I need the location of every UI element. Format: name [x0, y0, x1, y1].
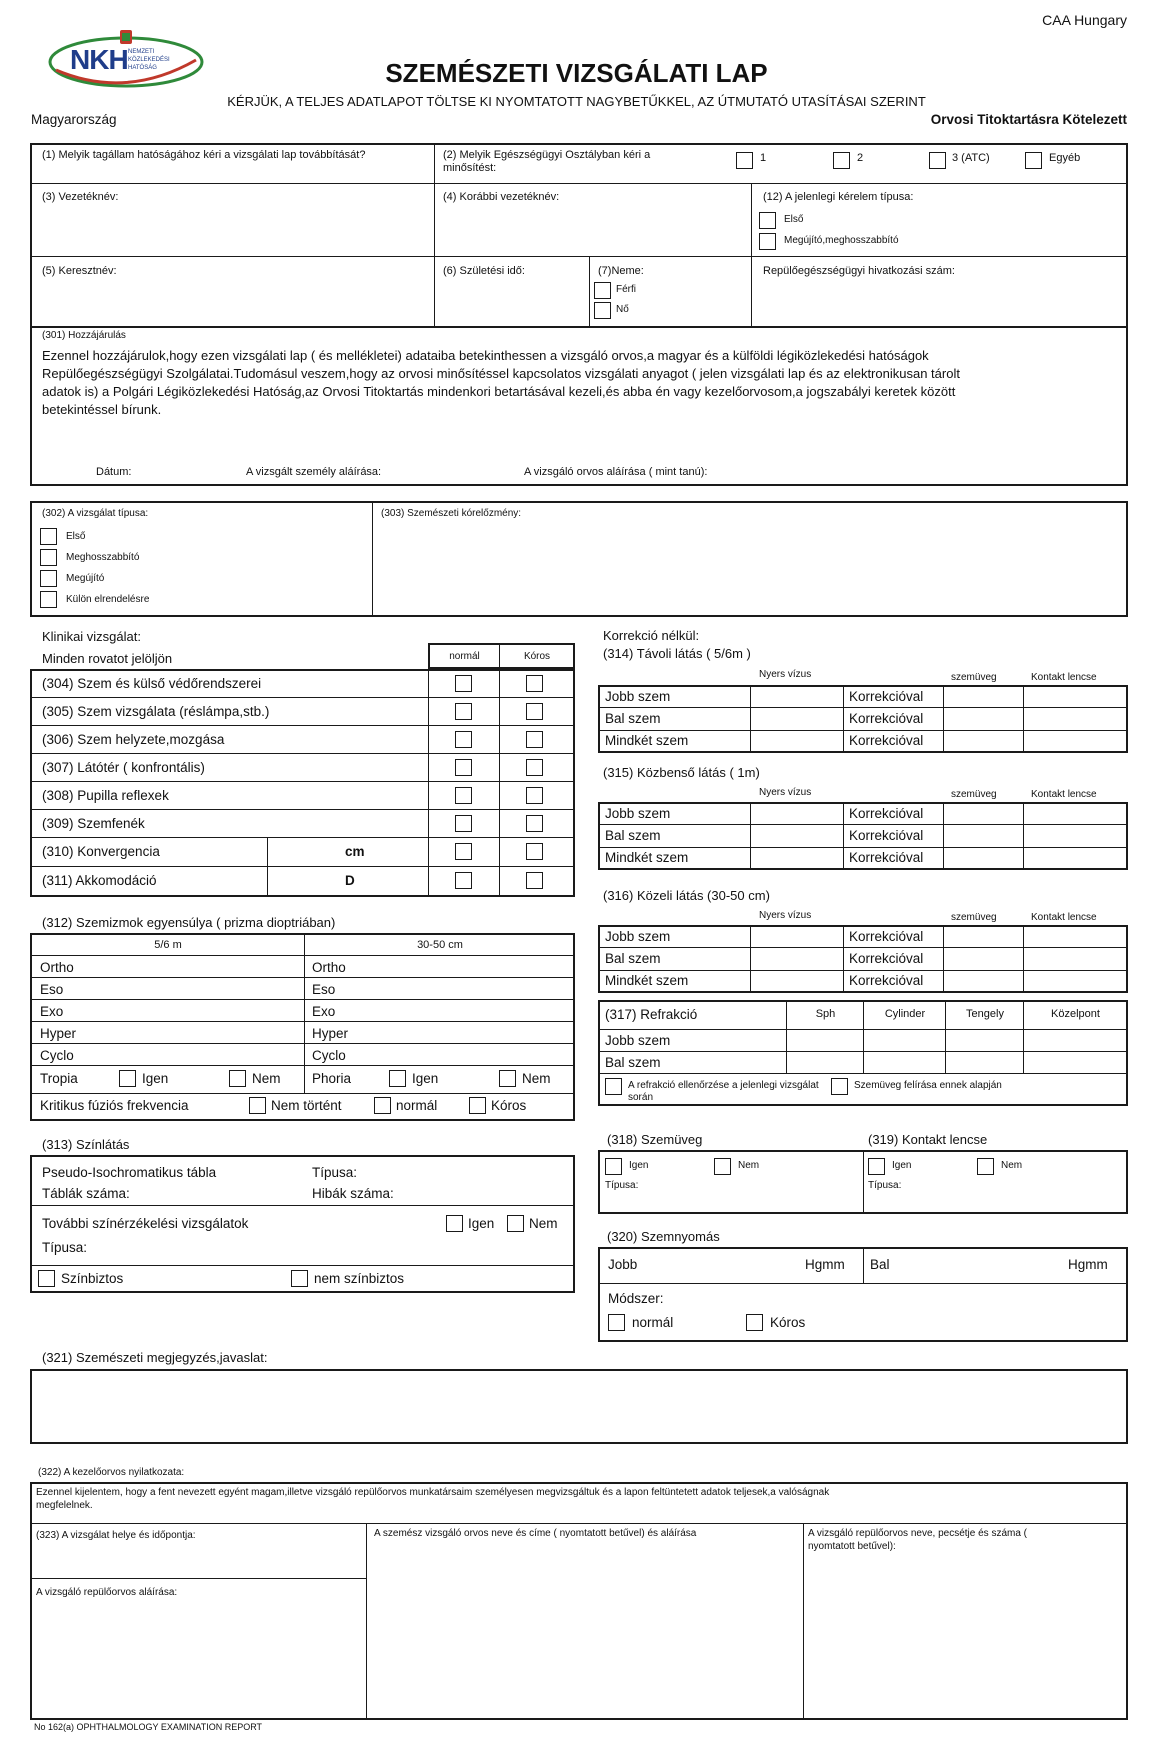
caa-label: CAA Hungary	[1042, 12, 1127, 28]
clinical-305-abnormal-checkbox[interactable]	[526, 703, 543, 720]
balance-hyper-near: Hyper	[312, 1026, 349, 1041]
contact-yes-label: Igen	[892, 1160, 912, 1171]
glasses-yes-label: Igen	[629, 1160, 649, 1171]
distance-vision-title: (314) Távoli látás ( 5/6m )	[603, 646, 751, 661]
surname-label: (3) Vezetéknév:	[42, 191, 119, 203]
birth-date-label: (6) Születési idő:	[443, 265, 525, 277]
pressure-right-unit: Hgmm	[805, 1257, 845, 1272]
near-left-eye-label: Bal szem	[605, 951, 661, 966]
fusion-not-done-checkbox[interactable]	[249, 1097, 266, 1114]
page-subtitle: KÉRJÜK, A TELJES ADATLAPOT TÖLTSE KI NYOMTATOTT NAGYBETŰKKEL, AZ ÚTMUTATÓ UTASÍTÁSAI SZERINT	[227, 94, 926, 109]
confidential-label: Orvosi Titoktartásra Kötelezett	[930, 112, 1127, 127]
clinical-row-307: (307) Látótér ( konfrontális)	[42, 760, 205, 775]
clinical-308-abnormal-checkbox[interactable]	[526, 787, 543, 804]
phoria-yes-checkbox[interactable]	[389, 1070, 406, 1087]
consent-date-label: Dátum:	[96, 466, 132, 478]
clinical-row-308: (308) Pupilla reflexek	[42, 788, 169, 803]
far-corrected-label-3: Korrekcióval	[849, 733, 924, 748]
sex-label: (7)Neme:	[598, 265, 644, 277]
phoria-yes-label: Igen	[412, 1071, 439, 1086]
color-vision-title: (313) Színlátás	[42, 1137, 130, 1152]
plate-count-label: Táblák száma:	[42, 1186, 130, 1201]
clinical-307-abnormal-checkbox[interactable]	[526, 759, 543, 776]
witness-signature-label: A vizsgáló orvos aláírása ( mint tanú):	[524, 466, 708, 478]
class2-label: 2	[857, 152, 864, 164]
clinical-instruction: Minden rovatot jelöljön	[42, 651, 173, 666]
declaration-block	[30, 1482, 1128, 1720]
balance-near-header: 30-50 cm	[417, 939, 463, 951]
fusion-normal-checkbox[interactable]	[374, 1097, 391, 1114]
refraction-check-label: A refrakció ellenőrzése a jelenlegi vizsgálat során	[628, 1080, 819, 1103]
fusion-abnormal-checkbox[interactable]	[469, 1097, 486, 1114]
clinical-row-305: (305) Szem vizsgálata (réslámpa,stb.)	[42, 704, 270, 719]
mid-corrected-label-2: Korrekcióval	[849, 828, 924, 843]
exam-renewal-checkbox[interactable]	[40, 570, 57, 587]
first-application-checkbox[interactable]	[759, 212, 776, 229]
eye-history-field[interactable]	[376, 524, 1126, 614]
renewal-label: Megújító,meghosszabbító	[784, 235, 899, 246]
first-application-label: Első	[784, 214, 804, 225]
further-tests-no-checkbox[interactable]	[507, 1215, 524, 1232]
fusion-not-done-label: Nem történt	[271, 1098, 342, 1113]
glasses-prescription-checkbox[interactable]	[831, 1078, 848, 1095]
pressure-method-label: Módszer:	[608, 1291, 664, 1306]
normal-column-header: normál	[449, 651, 480, 662]
near-uncorrected-header: Nyers vízus	[759, 910, 812, 921]
former-surname-label: (4) Korábbi vezetéknév:	[443, 191, 560, 203]
exam-place-date-label: (323) A vizsgálat helye és időpontja:	[36, 1530, 196, 1541]
clinical-row-310: (310) Konvergencia	[42, 844, 160, 859]
color-safe-label: Színbiztos	[61, 1271, 124, 1286]
mid-glasses-header: szemüveg	[951, 789, 997, 800]
mid-corrected-label-1: Korrekcióval	[849, 806, 924, 821]
exam-extension-label: Meghosszabbító	[66, 552, 140, 563]
near-corrected-label-3: Korrekcióval	[849, 973, 924, 988]
consent-text-3: adatok is) a Polgári Légiközlekedési Hatóság,az Orvosi Titoktartás mindenkori betartásával kezeli,és abba én vagy kezelőorvosom,a jogszabályi keretek között	[42, 384, 956, 399]
far-corrected-label-1: Korrekcióval	[849, 689, 924, 704]
clinical-310-normal-checkbox[interactable]	[455, 843, 472, 860]
exam-first-checkbox[interactable]	[40, 528, 57, 545]
pressure-normal-checkbox[interactable]	[608, 1314, 625, 1331]
mid-uncorrected-header: Nyers vízus	[759, 787, 812, 798]
tropia-label: Tropia	[40, 1071, 78, 1086]
contact-no-checkbox[interactable]	[977, 1158, 994, 1175]
without-correction-label: Korrekció nélkül:	[603, 628, 700, 643]
male-label: Férfi	[616, 284, 636, 295]
clinical-row-309: (309) Szemfenék	[42, 816, 145, 831]
ophthalmologist-name-label: A szemész vizsgáló orvos neve és címe ( nyomtatott betűvel) és aláírása	[374, 1528, 697, 1539]
logo-text: NKH	[70, 44, 128, 75]
clinical-308-normal-checkbox[interactable]	[455, 787, 472, 804]
further-tests-no-label: Nem	[529, 1216, 558, 1231]
further-color-tests-label: További színérzékelési vizsgálatok	[42, 1216, 249, 1231]
abnormal-column-header: Kóros	[523, 651, 551, 662]
exam-special-label: Külön elrendelésre	[66, 594, 150, 605]
near-both-eyes-label: Mindkét szem	[605, 973, 689, 988]
clinical-304-normal-checkbox[interactable]	[455, 675, 472, 692]
consent-text-2: Repülőegészségügyi Szolgálatai.Tudomásul veszem,hogy az orvosi minősítéssel kapcsolatos vizsgálati anyagot ( jelen vizsgálati lap és az elektronikusan tárolt	[42, 366, 960, 381]
fusion-normal-label: normál	[396, 1098, 438, 1113]
further-tests-yes-checkbox[interactable]	[446, 1215, 463, 1232]
glasses-type-label: Típusa:	[605, 1180, 639, 1191]
near-right-eye-label: Jobb szem	[605, 929, 671, 944]
first-name-field[interactable]	[32, 280, 432, 326]
surname-field[interactable]	[32, 205, 432, 255]
cylinder-header: Cylinder	[884, 1008, 926, 1020]
q2-label: (2) Melyik Egészségügyi Osztályban kéri a minősítést:	[443, 149, 651, 174]
class3-label: 3 (ATC)	[952, 152, 990, 164]
near-glasses-header: szemüveg	[951, 912, 997, 923]
pressure-right-label: Jobb	[608, 1257, 638, 1272]
first-name-label: (5) Keresztnév:	[42, 265, 117, 277]
refraction-title: (317) Refrakció	[605, 1007, 698, 1022]
tropia-no-label: Nem	[252, 1071, 281, 1086]
renewal-checkbox[interactable]	[759, 233, 776, 250]
balance-far-header: 5/6 m	[154, 939, 182, 951]
further-tests-type-label: Típusa:	[42, 1240, 88, 1255]
examinee-signature-label: A vizsgált személy aláírása:	[246, 466, 382, 478]
declaration-title: (322) A kezelőorvos nyilatkozata:	[38, 1467, 185, 1478]
clinical-row-306: (306) Szem helyzete,mozgása	[42, 732, 225, 747]
not-color-safe-checkbox[interactable]	[291, 1270, 308, 1287]
class1-label: 1	[760, 152, 767, 164]
balance-exo-near: Exo	[312, 1004, 336, 1019]
clinical-307-normal-checkbox[interactable]	[455, 759, 472, 776]
near-contact-header: Kontakt lencse	[1031, 912, 1097, 923]
far-left-eye-label: Bal szem	[605, 711, 661, 726]
remarks-field[interactable]	[30, 1369, 1128, 1444]
clinical-row-304: (304) Szem és külső védőrendszerei	[42, 676, 262, 691]
glasses-yes-checkbox[interactable]	[605, 1158, 622, 1175]
ame-signature-label: A vizsgáló repülőorvos aláírása:	[36, 1587, 178, 1598]
near-vision-title: (316) Közeli látás (30-50 cm)	[603, 888, 770, 903]
declaration-text-2: megfelelnek.	[36, 1500, 93, 1511]
form-footer: No 162(a) OPHTHALMOLOGY EXAMINATION REPORT	[34, 1722, 263, 1732]
mid-left-eye-label: Bal szem	[605, 828, 661, 843]
pressure-left-unit: Hgmm	[1068, 1257, 1108, 1272]
clinical-305-normal-checkbox[interactable]	[455, 703, 472, 720]
exam-extension-checkbox[interactable]	[40, 549, 57, 566]
birth-date-field[interactable]	[436, 280, 587, 326]
balance-exo-far: Exo	[40, 1004, 64, 1019]
consent-label: (301) Hozzájárulás	[42, 330, 126, 341]
balance-ortho-near: Ortho	[312, 960, 346, 975]
clinical-309-abnormal-checkbox[interactable]	[526, 815, 543, 832]
fusion-abnormal-label: Kóros	[491, 1098, 527, 1113]
pseudo-isochromatic-label: Pseudo-Isochromatikus tábla	[42, 1165, 217, 1180]
phoria-no-label: Nem	[522, 1071, 551, 1086]
balance-cyclo-far: Cyclo	[40, 1048, 74, 1063]
consent-text-1: Ezennel hozzájárulok,hogy ezen vizsgálati lap ( és mellékletei) adataiba betekinthessen a vizsgáló orvos,a magyar és a külföldi légiközlekedési hatóságok	[42, 348, 929, 363]
tropia-yes-checkbox[interactable]	[119, 1070, 136, 1087]
balance-ortho-far: Ortho	[40, 960, 74, 975]
sph-header: Sph	[815, 1008, 836, 1020]
other-class-label: Egyéb	[1049, 152, 1081, 164]
plate-type-label: Típusa:	[312, 1165, 358, 1180]
contact-no-label: Nem	[1001, 1160, 1023, 1171]
eye-pressure-title: (320) Szemnyomás	[607, 1229, 720, 1244]
glasses-prescription-label: Szemüveg felírása ennek alapján	[854, 1080, 1002, 1091]
class2-checkbox[interactable]	[833, 152, 850, 169]
class3-checkbox[interactable]	[929, 152, 946, 169]
contact-yes-checkbox[interactable]	[868, 1158, 885, 1175]
other-class-checkbox[interactable]	[1025, 152, 1042, 169]
intermediate-vision-title: (315) Közbenső látás ( 1m)	[603, 765, 760, 780]
balance-title: (312) Szemizmok egyensúlya ( prizma dioptriában)	[42, 915, 336, 930]
eye-history-label: (303) Szemészeti kórelőzmény:	[381, 508, 522, 519]
far-both-eyes-label: Mindkét szem	[605, 733, 689, 748]
clinical-309-normal-checkbox[interactable]	[455, 815, 472, 832]
ame-name-label-1: A vizsgáló repülőorvos neve, pecsétje és száma (	[808, 1528, 1027, 1539]
refraction-right-eye-label: Jobb szem	[605, 1033, 671, 1048]
exam-first-label: Első	[66, 531, 86, 542]
far-contact-header: Kontakt lencse	[1031, 672, 1097, 683]
mid-both-eyes-label: Mindkét szem	[605, 850, 689, 865]
former-surname-field[interactable]	[436, 205, 750, 255]
refraction-check-checkbox[interactable]	[605, 1078, 622, 1095]
contact-type-label: Típusa:	[868, 1180, 902, 1191]
tropia-yes-label: Igen	[142, 1071, 169, 1086]
female-label: Nő	[616, 304, 629, 315]
clinical-311-abnormal-checkbox[interactable]	[526, 872, 543, 889]
ame-name-label-2: nyomtatott betűvel):	[808, 1541, 896, 1552]
phoria-label: Phoria	[312, 1071, 352, 1086]
page-title: SZEMÉSZETI VIZSGÁLATI LAP	[385, 58, 768, 88]
glasses-no-label: Nem	[738, 1160, 760, 1171]
exam-type-label: (302) A vizsgálat típusa:	[42, 508, 149, 519]
declaration-text-1: Ezennel kijelentem, hogy a fent nevezett egyént magam,illetve vizsgáló repülőorvos munkatársaim személyesen megvizsgáltuk és a lapon feltüntetett adatok teljesek,a valóságnak	[36, 1487, 830, 1498]
class1-checkbox[interactable]	[736, 152, 753, 169]
not-color-safe-label: nem színbiztos	[314, 1271, 405, 1286]
exam-special-checkbox[interactable]	[40, 591, 57, 608]
tropia-no-checkbox[interactable]	[229, 1070, 246, 1087]
far-corrected-label-2: Korrekcióval	[849, 711, 924, 726]
clinical-310-abnormal-checkbox[interactable]	[526, 843, 543, 860]
mid-right-eye-label: Jobb szem	[605, 806, 671, 821]
far-uncorrected-header: Nyers vízus	[759, 669, 812, 680]
balance-hyper-far: Hyper	[40, 1026, 77, 1041]
mid-corrected-label-3: Korrekcióval	[849, 850, 924, 865]
logo-subtitle: NEMZETI KÖZLEKEDÉSI HATÓSÁG	[128, 49, 170, 71]
clinical-title: Klinikai vizsgálat:	[42, 629, 141, 644]
reference-number-label: Repülőegészségügyi hivatkozási szám:	[763, 265, 955, 277]
reference-number-field[interactable]	[754, 280, 1126, 326]
near-corrected-label-1: Korrekcióval	[849, 929, 924, 944]
pressure-abnormal-label: Kóros	[770, 1315, 806, 1330]
consent-text-4: betekintéssel bírunk.	[42, 402, 162, 417]
female-checkbox[interactable]	[594, 302, 611, 319]
phoria-no-checkbox[interactable]	[499, 1070, 516, 1087]
pressure-abnormal-checkbox[interactable]	[746, 1314, 763, 1331]
balance-eso-far: Eso	[40, 982, 64, 997]
further-tests-yes-label: Igen	[468, 1216, 495, 1231]
pressure-normal-label: normál	[632, 1315, 674, 1330]
clinical-304-abnormal-checkbox[interactable]	[526, 675, 543, 692]
glasses-no-checkbox[interactable]	[714, 1158, 731, 1175]
fusion-frequency-label: Kritikus fúziós frekvencia	[40, 1098, 189, 1113]
glasses-title: (318) Szemüveg	[607, 1132, 703, 1147]
q1-label: (1) Melyik tagállam hatóságához kéri a vizsgálati lap továbbítását?	[42, 149, 366, 161]
pressure-left-label: Bal	[870, 1257, 890, 1272]
balance-cyclo-near: Cyclo	[312, 1048, 346, 1063]
color-safe-checkbox[interactable]	[38, 1270, 55, 1287]
mid-contact-header: Kontakt lencse	[1031, 789, 1097, 800]
far-right-eye-label: Jobb szem	[605, 689, 671, 704]
convergence-unit: cm	[345, 844, 365, 859]
application-type-label: (12) A jelenlegi kérelem típusa:	[763, 191, 914, 203]
clinical-row-311: (311) Akkomodáció	[42, 873, 157, 888]
country-label: Magyarország	[31, 112, 117, 127]
clinical-311-normal-checkbox[interactable]	[455, 872, 472, 889]
contact-lens-title: (319) Kontakt lencse	[868, 1132, 988, 1147]
remarks-title: (321) Szemészeti megjegyzés,javaslat:	[42, 1350, 268, 1365]
near-corrected-label-2: Korrekcióval	[849, 951, 924, 966]
near-point-header: Közelpont	[1051, 1008, 1100, 1020]
error-count-label: Hibák száma:	[312, 1186, 394, 1201]
clinical-306-abnormal-checkbox[interactable]	[526, 731, 543, 748]
male-checkbox[interactable]	[594, 282, 611, 299]
exam-renewal-label: Megújító	[66, 573, 105, 584]
accommodation-unit: D	[345, 873, 355, 888]
balance-eso-near: Eso	[312, 982, 336, 997]
clinical-306-normal-checkbox[interactable]	[455, 731, 472, 748]
far-glasses-header: szemüveg	[951, 672, 997, 683]
refraction-left-eye-label: Bal szem	[605, 1055, 661, 1070]
axis-header: Tengely	[966, 1008, 1004, 1020]
